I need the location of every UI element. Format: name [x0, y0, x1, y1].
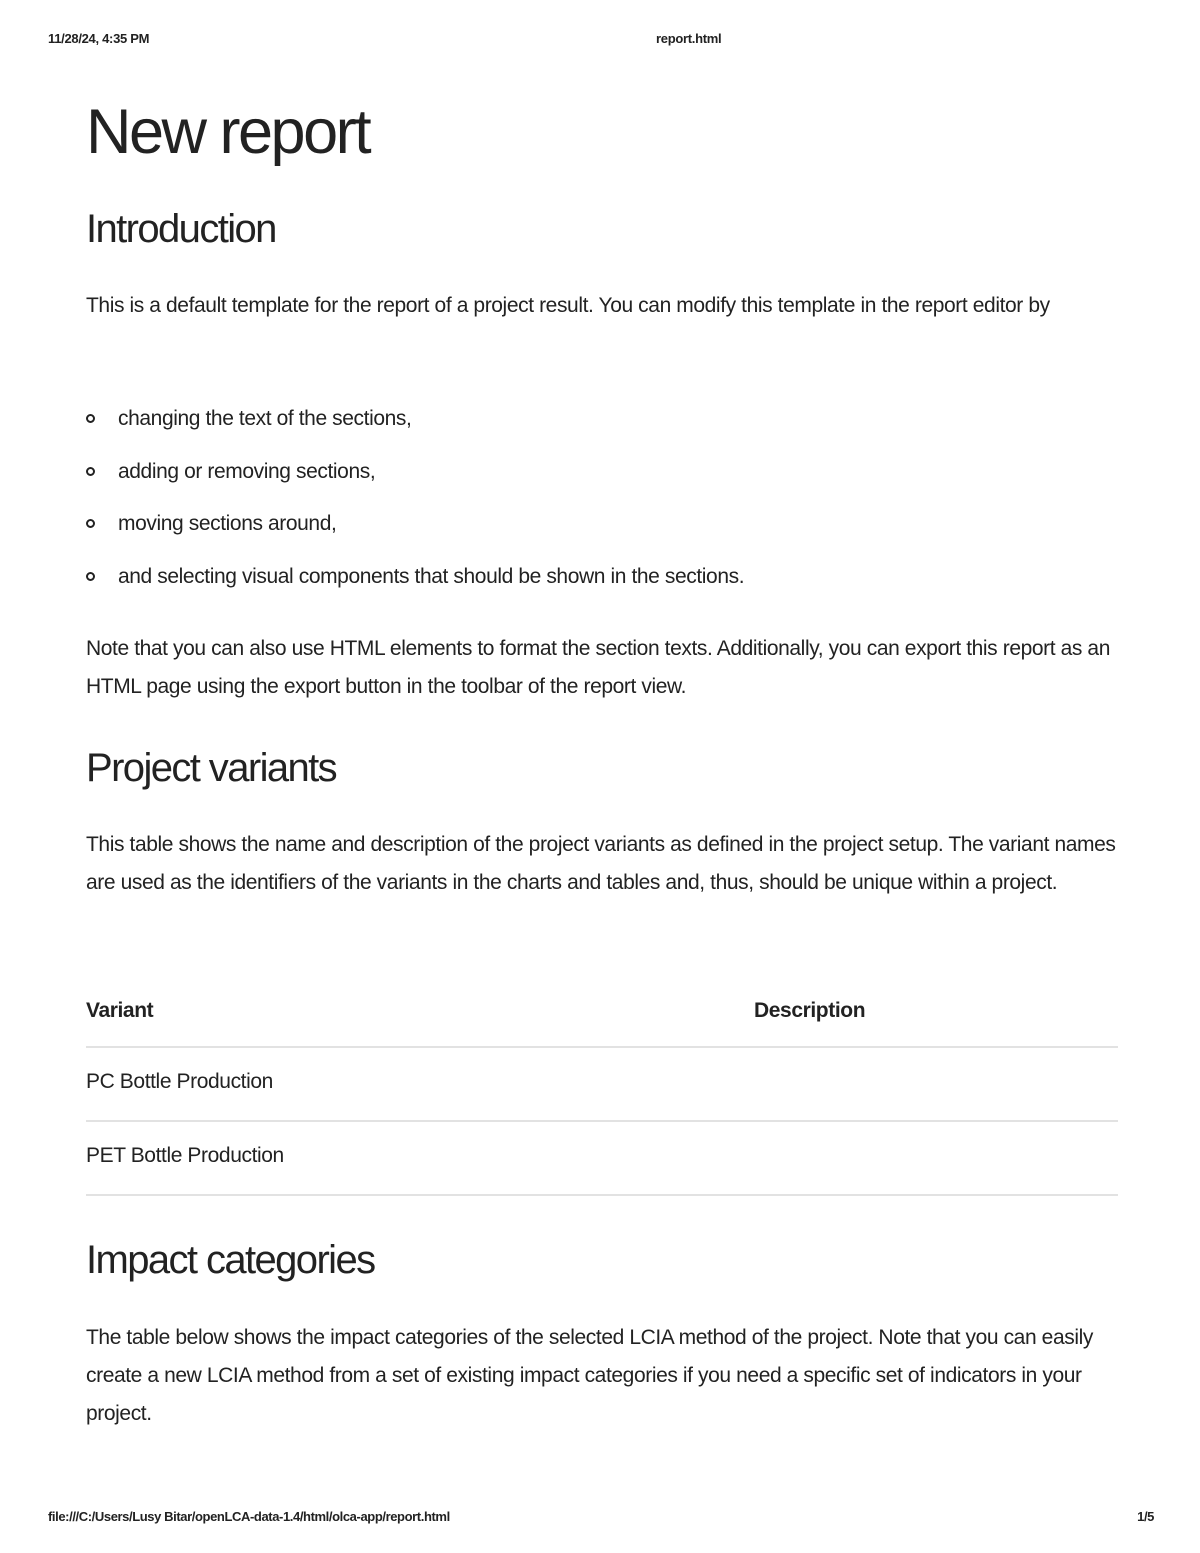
list-item-text: changing the text of the sections,: [118, 407, 412, 430]
variant-cell: PET Bottle Production: [86, 1144, 284, 1167]
list-item: [86, 505, 744, 558]
print-header: [48, 31, 1152, 49]
print-date: 11/28/24, 4:35 PM: [48, 31, 150, 46]
circle-bullet-icon: [86, 572, 95, 581]
list-item: [86, 453, 744, 506]
report-title: New report: [86, 97, 370, 167]
column-header-description: Description: [754, 999, 866, 1022]
table-row: [86, 1122, 1118, 1196]
circle-bullet-icon: [86, 414, 95, 423]
introduction-heading: Introduction: [86, 207, 276, 251]
list-item: [86, 558, 744, 611]
introduction-bullet-list: [86, 400, 744, 610]
project-variants-heading: Project variants: [86, 746, 337, 790]
introduction-note: Note that you can also use HTML elements to format the section texts. Additionally, you can export this report as an HTML page using the export button in the toolbar of the report view.: [86, 637, 1110, 698]
project-variants-paragraph: This table shows the name and description of the project variants as defined in the project setup. The variant names are used as the identifiers of the variants in the charts and tables and, thus, should be unique within a project.: [86, 833, 1116, 894]
variants-table: [86, 990, 1118, 1196]
circle-bullet-icon: [86, 467, 95, 476]
introduction-paragraph: This is a default template for the report of a project result. You can modify this template in the report editor by: [86, 294, 1050, 317]
print-footer: [48, 1509, 1154, 1527]
table-header-row: [86, 990, 1118, 1048]
print-file-path: file:///C:/Users/Lusy Bitar/openLCA-data-1.4/html/olca-app/report.html: [48, 1509, 450, 1524]
column-header-variant: Variant: [86, 999, 154, 1022]
page-number: 1/5: [1137, 1509, 1154, 1524]
list-item: [86, 400, 744, 453]
impact-categories-heading: Impact categories: [86, 1238, 375, 1282]
impact-categories-paragraph: The table below shows the impact categories of the selected LCIA method of the project. Note that you can easily create a new LCIA method from a set of existing impact categories if you need a specific set of indicators in your project.: [86, 1326, 1093, 1425]
variant-cell: PC Bottle Production: [86, 1070, 273, 1093]
print-file-title: report.html: [656, 31, 722, 46]
list-item-text: adding or removing sections,: [118, 459, 376, 483]
circle-bullet-icon: [86, 519, 95, 528]
table-row: [86, 1048, 1118, 1122]
list-item-text: moving sections around,: [118, 512, 337, 535]
list-item-text: and selecting visual components that should be shown in the sections.: [118, 564, 745, 588]
